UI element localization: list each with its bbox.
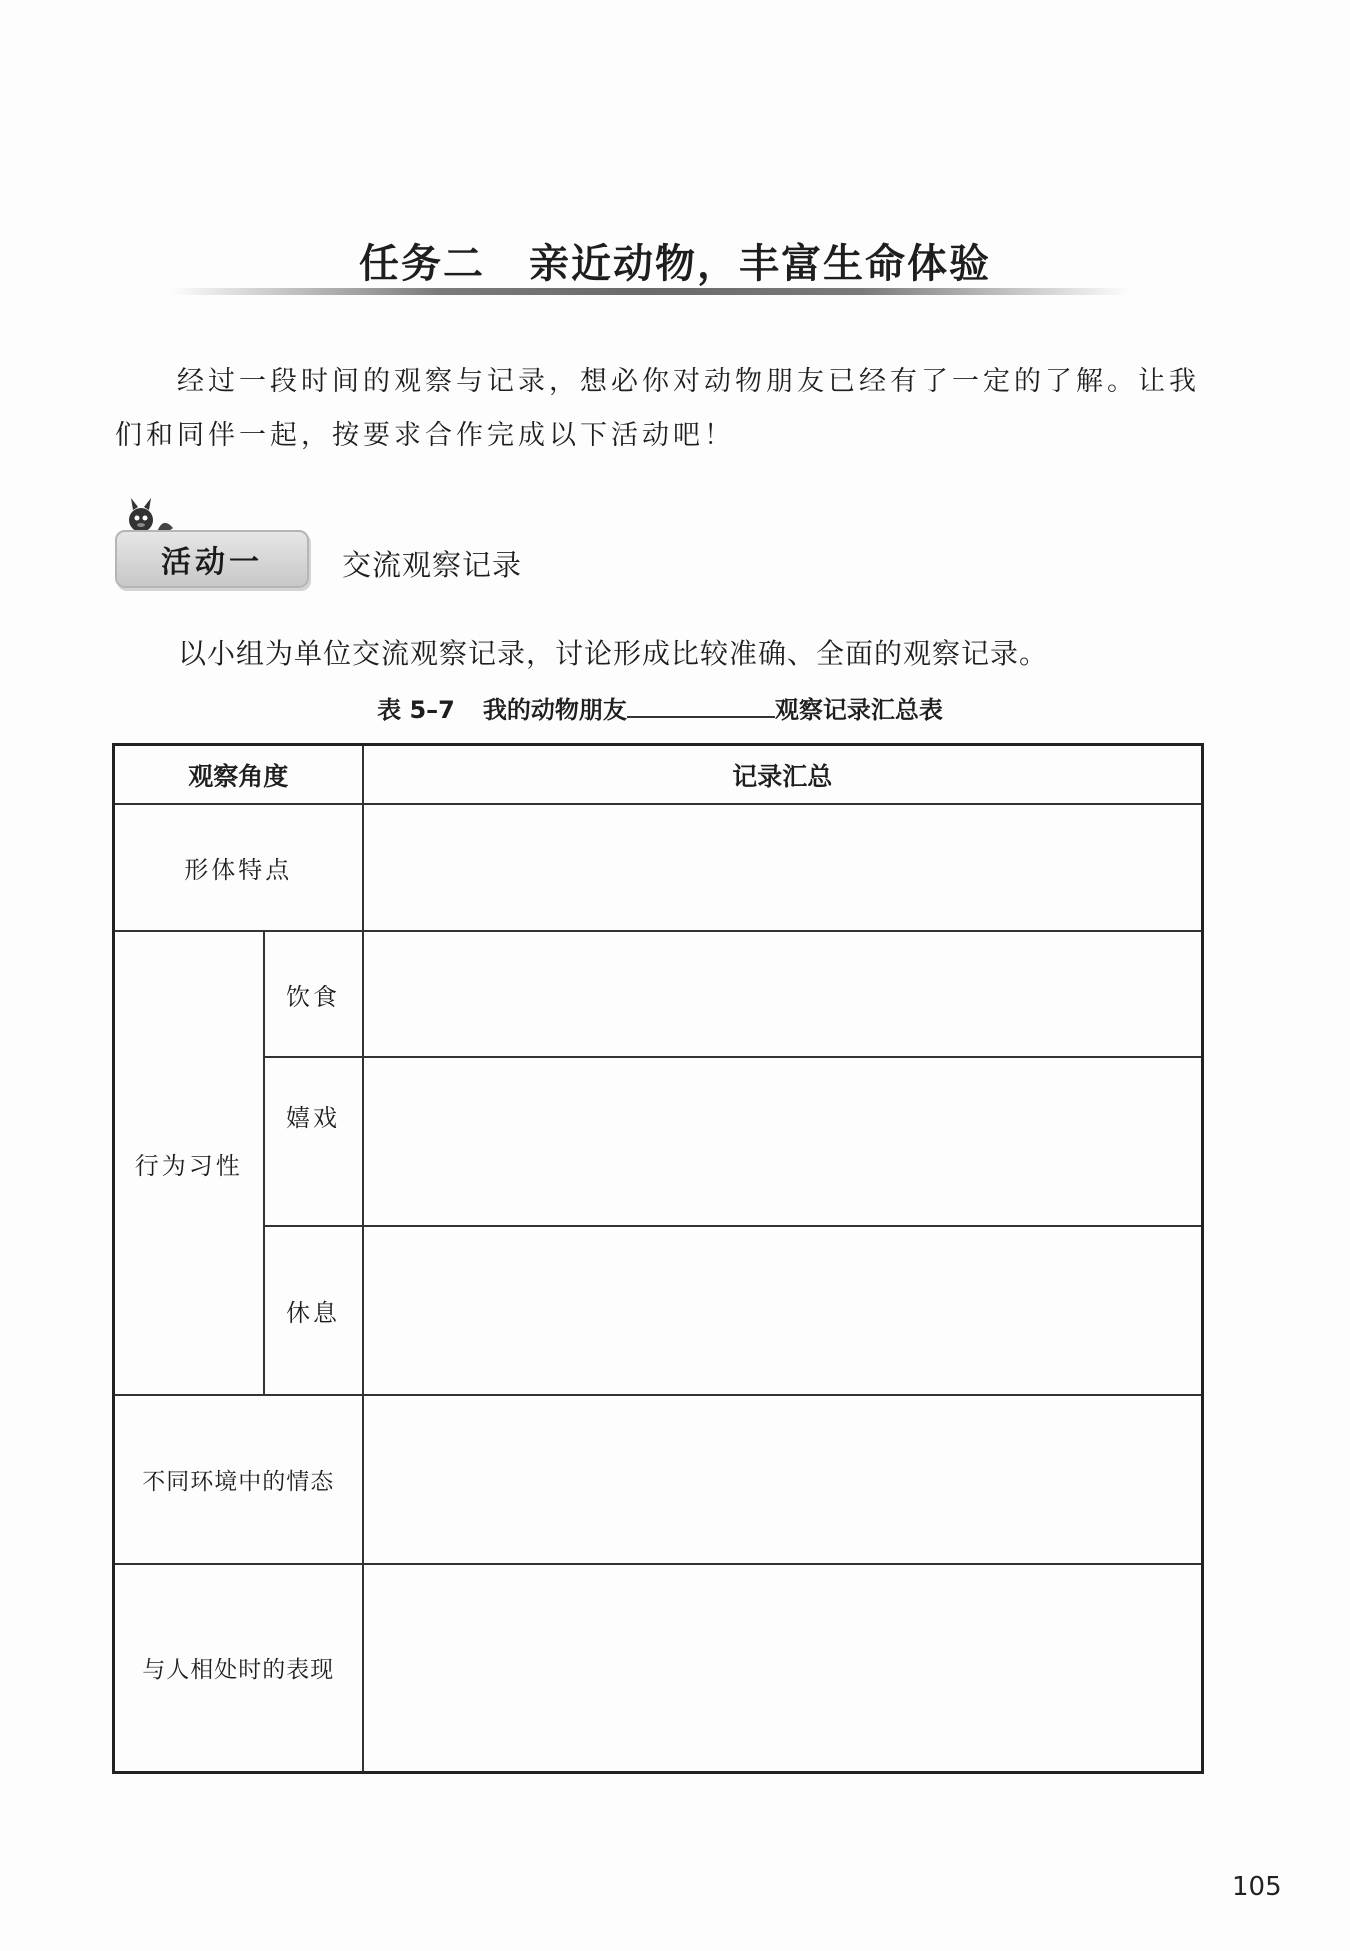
intro-paragraph: 经过一段时间的观察与记录，想必你对动物朋友已经有了一定的了解。让我们和同伴一起，按要求合作完成以下活动吧！: [115, 366, 1200, 451]
page-number: 105: [1232, 1872, 1282, 1902]
table-row: [114, 1226, 1203, 1395]
activity-badge: 活动一: [115, 530, 309, 588]
row-label-play: 嬉戏: [264, 1057, 363, 1226]
title-topic: 亲近动物，丰富生命体验: [529, 241, 991, 287]
page-title: [0, 232, 1350, 289]
instruction-text: 以小组为单位交流观察记录，讨论形成比较准确、全面的观察记录。: [178, 637, 1049, 670]
header-observation-angle: 观察角度: [114, 745, 363, 805]
table-number: 表 5–7: [377, 696, 455, 724]
record-cell-environment[interactable]: [363, 1395, 1203, 1564]
row-label-behavior: 行为习性: [114, 931, 264, 1395]
record-cell-with-people[interactable]: [363, 1564, 1203, 1772]
record-cell-play[interactable]: [363, 1057, 1203, 1226]
record-cell-shape[interactable]: [363, 804, 1203, 931]
row-label-with-people: 与人相处时的表现: [114, 1564, 363, 1772]
table-row: [114, 1057, 1203, 1226]
table-row: [114, 931, 1203, 1057]
row-label-rest: 休息: [264, 1226, 363, 1395]
table-row: [114, 1395, 1203, 1564]
title-underline: [170, 288, 1130, 295]
observation-summary-table: [112, 743, 1204, 1774]
row-label-diet: 饮食: [264, 931, 363, 1057]
row-label-environment: 不同环境中的情态: [114, 1395, 363, 1564]
table-caption-prefix: 我的动物朋友: [482, 696, 627, 724]
table-caption: [0, 690, 1320, 725]
row-label-shape: 形体特点: [114, 804, 363, 931]
header-record-summary: 记录汇总: [363, 745, 1203, 805]
table-header-row: [114, 745, 1203, 805]
activity-name: 交流观察记录: [342, 548, 523, 582]
animal-name-blank[interactable]: [627, 696, 775, 718]
table-row: [114, 1564, 1203, 1772]
record-cell-rest[interactable]: [363, 1226, 1203, 1395]
table-caption-suffix: 观察记录汇总表: [774, 696, 943, 724]
title-task: 任务二: [359, 241, 485, 287]
table-row: [114, 804, 1203, 931]
record-cell-diet[interactable]: [363, 931, 1203, 1057]
